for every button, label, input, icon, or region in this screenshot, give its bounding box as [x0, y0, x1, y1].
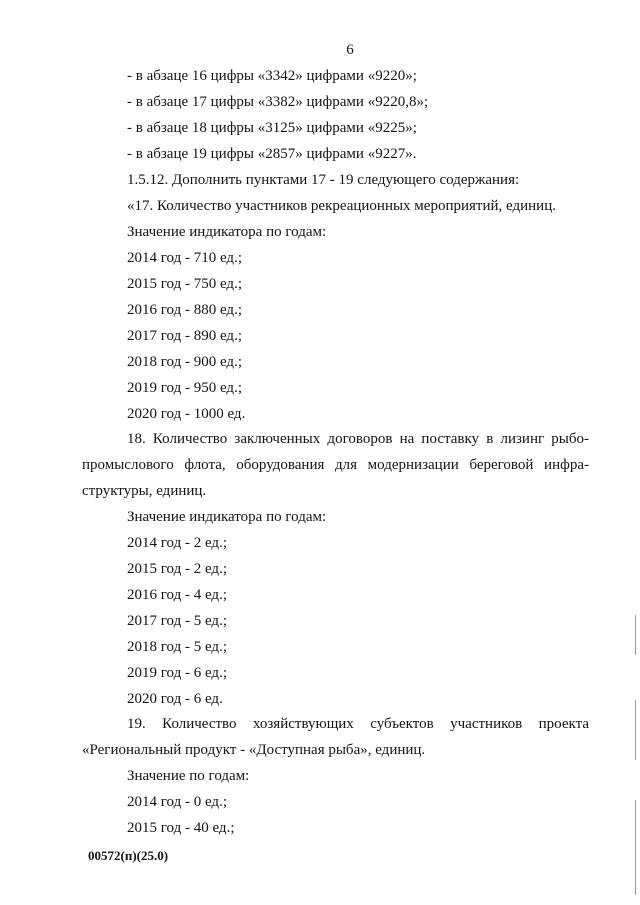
- text-line: - в абзаце 19 цифры «2857» цифрами «9227».: [127, 146, 417, 162]
- document-code: 00572(п)(25.0): [88, 848, 169, 863]
- text-line: 2016 год - 4 ед.;: [127, 587, 227, 603]
- text-line: «17. Количество участников рекреационных мероприятий, единиц.: [127, 198, 556, 214]
- text-line: 2014 год - 2 ед.;: [127, 535, 227, 551]
- scan-edge-mark: [635, 700, 636, 760]
- text-line: 2015 год - 2 ед.;: [127, 561, 227, 577]
- text-line: 19. Количество хозяйствующих субъектов участников проекта: [127, 716, 589, 732]
- text-line: 2019 год - 6 ед.;: [127, 665, 227, 681]
- text-line: 2018 год - 5 ед.;: [127, 639, 227, 655]
- text-line: 2019 год - 950 ед.;: [127, 380, 242, 396]
- text-line: «Региональный продукт - «Доступная рыба», единиц.: [82, 742, 426, 758]
- text-line: структуры, единиц.: [82, 483, 207, 499]
- text-line: 2017 год - 890 ед.;: [127, 328, 242, 344]
- text-line: 2015 год - 750 ед.;: [127, 276, 242, 292]
- text-line: 2020 год - 6 ед.: [127, 691, 223, 707]
- text-line: 2014 год - 0 ед.;: [127, 794, 227, 810]
- text-line: 18. Количество заключенных договоров на поставку в лизинг рыбо-: [127, 431, 589, 447]
- text-line: - в абзаце 17 цифры «3382» цифрами «9220,8»;: [127, 94, 429, 110]
- text-line: 1.5.12. Дополнить пунктами 17 - 19 следующего содержания:: [127, 172, 520, 188]
- page-number: 6: [346, 42, 354, 58]
- text-line: Значение по годам:: [127, 768, 250, 784]
- text-line: 2018 год - 900 ед.;: [127, 354, 242, 370]
- text-line: Значение индикатора по годам:: [127, 224, 327, 240]
- text-line: Значение индикатора по годам:: [127, 509, 327, 525]
- text-line: - в абзаце 16 цифры «3342» цифрами «9220»;: [127, 68, 417, 84]
- text-line: 2017 год - 5 ед.;: [127, 613, 227, 629]
- text-line: 2016 год - 880 ед.;: [127, 302, 242, 318]
- text-line: 2015 год - 40 ед.;: [127, 820, 235, 836]
- text-line: 2020 год - 1000 ед.: [127, 406, 246, 422]
- text-line: промыслового флота, оборудования для модернизации береговой инфра-: [82, 457, 589, 473]
- scan-edge-mark: [635, 615, 636, 655]
- text-line: 2014 год - 710 ед.;: [127, 250, 242, 266]
- text-line: - в абзаце 18 цифры «3125» цифрами «9225»;: [127, 120, 417, 136]
- scan-edge-mark: [635, 800, 636, 895]
